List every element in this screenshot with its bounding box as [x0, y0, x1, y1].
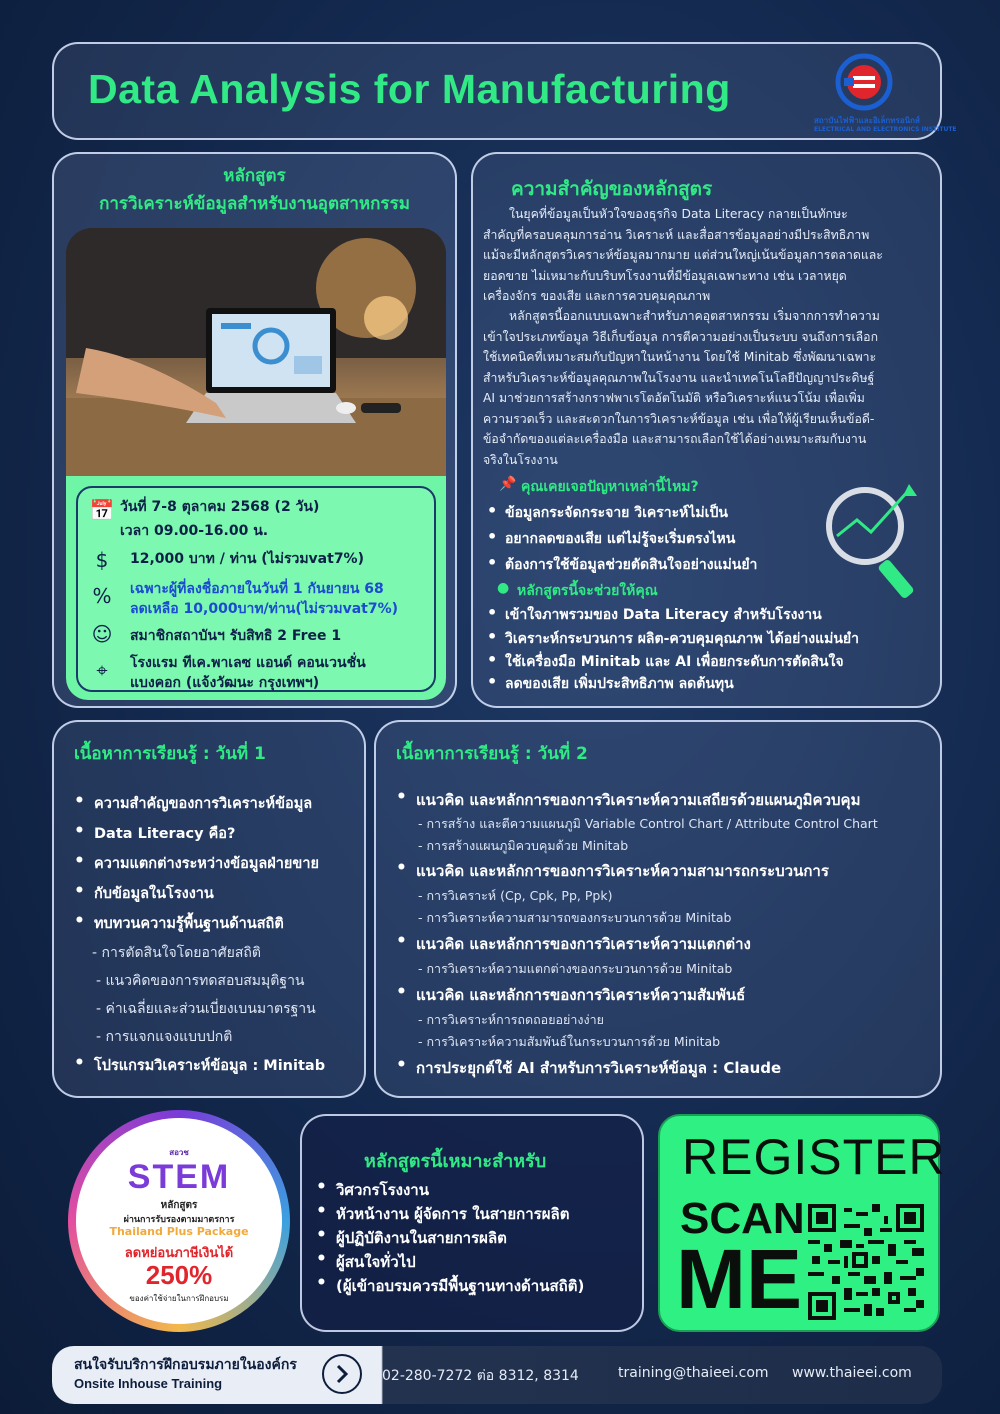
day1-subitem: - แนวคิดของการทดสอบสมมุติฐาน: [96, 973, 305, 989]
problem-item: • อยากลดของเสีย แต่ไม่รู้จะเริ่มตรงไหน: [505, 528, 735, 550]
course-name: การวิเคราะห์ข้อมูลสำหรับงานอุตสาหกรรม: [99, 194, 410, 214]
course-price: 12,000 บาท / ท่าน (ไม่รวมvat7%): [130, 551, 364, 567]
helps-title: หลักสูตรนี้จะช่วยให้คุณ: [517, 583, 658, 599]
course-label: หลักสูตร: [223, 166, 286, 186]
stem-line4: ลดหย่อนภาษีเงินได้: [124, 1246, 234, 1261]
day1-subitem: - การตัดสินใจโดยอาศัยสถิติ: [92, 945, 261, 961]
calendar-icon: 📅: [89, 498, 115, 522]
day2-subtopic: - การวิเคราะห์ (Cp, Cpk, Pp, Ppk): [418, 888, 613, 903]
page-title: Data Analysis for Manufacturing: [88, 66, 731, 112]
pin-icon: 📌: [499, 476, 517, 492]
footer-website[interactable]: www.thaieei.com: [792, 1365, 912, 1381]
laptop-illustration: [66, 228, 446, 478]
day1-item: • ทบทวนความรู้พื้นฐานด้านสถิติ: [94, 912, 284, 935]
day2-subtopic: - การวิเคราะห์ความสามารถของกระบวนการด้วย Minitab: [418, 910, 732, 925]
register-label: REGISTER: [682, 1129, 946, 1185]
course-date: วันที่ 7-8 ตุลาคม 2568 (2 วัน): [120, 499, 320, 515]
magnifier-chart-icon: [819, 480, 929, 604]
day2-topic: • การประยุกต์ใช้ AI สำหรับการวิเคราะห์ข้อมูล : Claude: [416, 1056, 781, 1080]
stem-logo-text: STEM: [127, 1158, 231, 1196]
stem-certification-badge: [68, 1110, 290, 1332]
target-audience-title: หลักสูตรนี้เหมาะสำหรับ: [364, 1151, 547, 1172]
location-pin-icon: ⌖: [96, 658, 108, 682]
problem-item: • ข้อมูลกระจัดกระจาย วิเคราะห์ไม่เป็น: [505, 502, 728, 524]
audience-item: • วิศวกรโรงงาน: [336, 1178, 429, 1202]
day1-subitem: - ค่าเฉลี่ยและส่วนเบี่ยงเบนมาตรฐาน: [96, 1001, 316, 1017]
early-bird-line2: ลดเหลือ 10,000บาท/ท่าน(ไม่รวมvat7%): [130, 601, 399, 617]
early-bird-line1: เฉพาะผู้ที่ลงชื่อภายในวันที่ 1 กันยายน 68: [130, 581, 384, 597]
day2-subtopic: - การวิเคราะห์ความแตกต่างของกระบวนการด้วย Minitab: [418, 961, 733, 976]
stem-line6: ของค่าใช้จ่ายในการฝึกอบรม: [129, 1294, 229, 1303]
day1-title: เนื้อหาการเรียนรู้ : วันที่ 1: [74, 744, 266, 764]
laptop-factory-photo: [66, 228, 446, 478]
help-item: • ใช้เครื่องมือ Minitab และ AI เพื่อยกระดับการตัดสินใจ: [505, 651, 844, 673]
day2-topic: • แนวคิด และหลักการของการวิเคราะห์ความเสถียรด้วยแผนภูมิควบคุม: [416, 788, 860, 812]
venue-line1: โรงแรม ทีเค.พาเลซ แอนด์ คอนเวนชั่น: [130, 655, 366, 671]
audience-item: • (ผู้เข้าอบรมควรมีพื้นฐานทางด้านสถิติ): [336, 1274, 584, 1298]
day2-title: เนื้อหาการเรียนรู้ : วันที่ 2: [396, 744, 588, 764]
day1-item: • กับข้อมูลในโรงงาน: [94, 882, 214, 905]
day2-subtopic: - การสร้างแผนภูมิควบคุมด้วย Minitab: [418, 838, 629, 853]
day2-topic: • แนวคิด และหลักการของการวิเคราะห์ความแตกต่าง: [416, 932, 751, 956]
day2-topic: • แนวคิด และหลักการของการวิเคราะห์ความสัมพันธ์: [416, 983, 745, 1007]
stem-org-name: สอวช: [169, 1148, 189, 1157]
course-details-inner: [76, 486, 436, 692]
scan-label: SCAN: [680, 1194, 805, 1243]
day2-content-panel: [374, 720, 942, 1098]
stem-line2: ผ่านการรับรองตามมาตรการ: [123, 1215, 235, 1225]
footer-inhouse-en: Onsite Inhouse Training: [74, 1376, 223, 1391]
brain-icon: ●: [497, 580, 510, 596]
problems-question: คุณเคยเจอปัญหาเหล่านี้ไหม?: [521, 479, 699, 495]
course-info-panel: [52, 152, 457, 708]
importance-paragraph-1: ในยุคที่ข้อมูลเป็นหัวใจของธุรกิจ Data Literacy กลายเป็นทักษะ สำคัญที่ครอบคลุมการอ่าน วิเคราะห์ และสื่อสารข้อมูลอย่างมีประสิทธิภาพ แม้จะมีหลักสูตรวิเคราะห์ข้อมูลมากมาย แต่ส่วนใหญ่เน้นข้อมูลการตลาดและ ยอดขาย ไม่เหมาะกับบริบทโรงงานที่มีข้อมูลเฉพาะทาง เช่น เวลาหยุด เครื่องจักร ของเสีย และการควบคุมคุณภาพ: [483, 207, 883, 303]
stem-line3: Thailand Plus Package: [109, 1225, 249, 1238]
money-icon: $: [95, 548, 109, 572]
eei-logo-icon: [814, 52, 914, 112]
day2-topic: • แนวคิด และหลักการของการวิเคราะห์ความสามารถกระบวนการ: [416, 859, 829, 883]
footer-inhouse-th: สนใจรับบริการฝึกอบรมภายในองค์กร: [74, 1357, 297, 1373]
audience-item: • หัวหน้างาน ผู้จัดการ ในสายการผลิต: [336, 1202, 569, 1226]
problem-item: • ต้องการใช้ข้อมูลช่วยตัดสินใจอย่างแม่นยำ: [505, 554, 757, 576]
day1-item: • Data Literacy คือ?: [94, 822, 235, 845]
chevron-right-icon: [324, 1356, 360, 1392]
day1-item: • โปรแกรมวิเคราะห์ข้อมูล : Minitab: [94, 1054, 325, 1077]
importance-paragraph-2: หลักสูตรนี้ออกแบบเฉพาะสำหรับภาคอุตสาหกรรม เริ่มจากการทำความ เข้าใจประเภทข้อมูล วิธีเก็บข้อมูล การตีความอย่างเป็นระบบ จนถึงการเลือก ใช้เทคนิคที่เหมาะสมกับปัญหาในหน้างาน โดยใช้ Minitab ซึ่งพัฒนาเฉพาะ สำหรับวิเคราะห์ข้อมูลคุณภาพในโรงงาน และนำเทคโนโลยีปัญญาประดิษฐ์ AI มาช่วยการสร้างกราฟพาเรโตอัตโนมัติ หรือวิเคราะห์แนวโน้ม เพื่อเพิ่ม ความรวดเร็ว และสะดวกในการวิเคราะห์ข้อมูล เช่น เพื่อให้ผู้เรียนเห็นข้อดี- ข้อจำกัดของแต่ละเครื่องมือ และสามารถเลือกใช้ได้อย่างเหมาะสมกับงาน จริงในโรงงาน: [483, 309, 880, 467]
importance-title: ความสำคัญของหลักสูตร: [511, 178, 713, 200]
course-time: เวลา 09.00-16.00 น.: [120, 523, 269, 539]
stem-line1: หลักสูตร: [160, 1200, 198, 1211]
logo-text-en: ELECTRICAL AND ELECTRONICS INSTITUTE: [814, 126, 957, 133]
day1-subitem: - การแจกแจงแบบปกติ: [96, 1029, 233, 1045]
day2-subtopic: - การสร้าง และตีความแผนภูมิ Variable Control Chart / Attribute Control Chart: [418, 816, 878, 831]
me-label: ME: [676, 1232, 802, 1326]
audience-item: • ผู้ปฏิบัติงานในสายการผลิต: [336, 1226, 507, 1250]
day2-subtopic: - การวิเคราะห์การถดถอยอย่างง่าย: [418, 1012, 604, 1027]
course-importance-panel: [471, 152, 942, 708]
stem-badge-inner: [76, 1118, 282, 1324]
qr-code[interactable]: [808, 1204, 924, 1320]
header-banner: [52, 42, 957, 140]
logo-text-th: สถาบันไฟฟ้าและอิเล็กทรอนิกส์: [814, 116, 920, 125]
footer-phone[interactable]: 02-280-7272 ต่อ 8312, 8314: [382, 1368, 579, 1384]
eei-logo: [814, 52, 957, 136]
help-item: • วิเคราะห์กระบวนการ ผลิต-ควบคุมคุณภาพ ได้อย่างแม่นยำ: [505, 628, 859, 650]
member-offer: สมาชิกสถาบันฯ รับสิทธิ 2 Free 1: [130, 628, 342, 644]
audience-item: • ผู้สนใจทั่วไป: [336, 1250, 416, 1274]
target-audience-panel: [300, 1114, 644, 1332]
day1-item: • ความแตกต่างระหว่างข้อมูลฝ่ายขาย: [94, 852, 319, 875]
day1-content-panel: [52, 720, 366, 1098]
footer-email[interactable]: training@thaieei.com: [618, 1365, 769, 1381]
discount-icon: %: [92, 584, 112, 608]
register-qr-box[interactable]: [658, 1114, 946, 1332]
course-details-box: [66, 476, 446, 700]
member-icon: ☺: [91, 622, 113, 646]
chevron-right-button[interactable]: [322, 1354, 362, 1394]
stem-percent: 250%: [145, 1260, 213, 1290]
help-item: • ลดของเสีย เพิ่มประสิทธิภาพ ลดต้นทุน: [505, 673, 734, 695]
day2-subtopic: - การวิเคราะห์ความสัมพันธ์ในกระบวนการด้วย Minitab: [418, 1034, 721, 1049]
venue-line2: แบงคอก (แจ้งวัฒนะ กรุงเทพฯ): [130, 675, 320, 691]
footer-contact-bar: [52, 1346, 942, 1404]
day1-item: • ความสำคัญของการวิเคราะห์ข้อมูล: [94, 792, 312, 815]
help-item: • เข้าใจภาพรวมของ Data Literacy สำหรับโรงงาน: [505, 604, 822, 626]
